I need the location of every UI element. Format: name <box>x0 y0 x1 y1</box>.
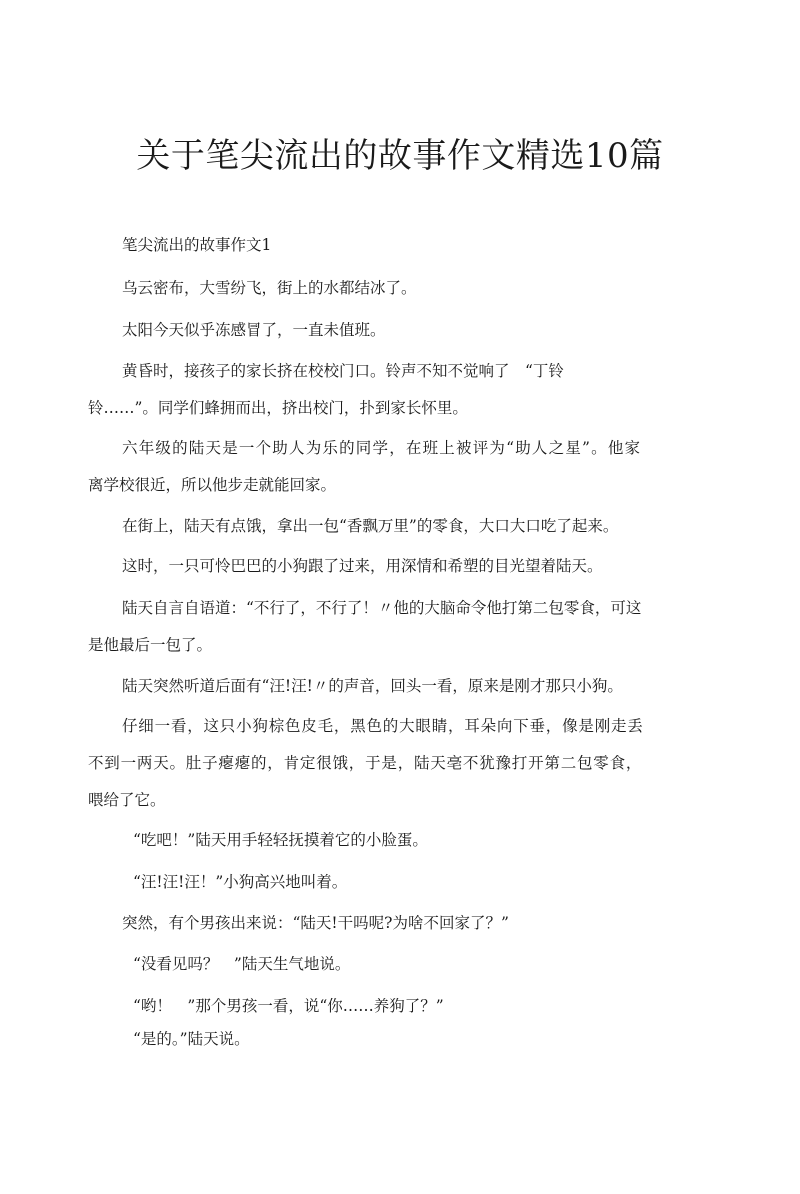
paragraph-heading: 笔尖流出的故事作文1 <box>122 236 272 254</box>
paragraph: 突然，有个男孩出来说：“陆天!干吗呢?为啥不回家了？” <box>122 914 509 932</box>
paragraph-continuation: 喂给了它。 <box>88 791 166 809</box>
paragraph: “是的。”陆天说。 <box>133 1030 250 1048</box>
paragraph: 在街上，陆天有点饿，拿出一包“香飘万里”的零食，大口大口吃了起来。 <box>122 517 619 535</box>
paragraph-continuation: 离学校很近，所以他步走就能回家。 <box>88 476 337 494</box>
paragraph: 仔细一看，这只小狗棕色皮毛，黑色的大眼睛，耳朵向下垂，像是刚走丢 <box>122 717 644 735</box>
paragraph: 陆天突然听道后面有“汪!汪!〃的声音，回头一看，原来是刚才那只小狗。 <box>122 677 623 695</box>
paragraph: 黄昏时，接孩子的家长挤在校校门口。铃声不知不觉响了 “丁铃 <box>122 362 564 380</box>
paragraph: 六年级的陆天是一个助人为乐的同学，在班上被评为“助人之星”。他家 <box>122 439 642 457</box>
paragraph: “吃吧！”陆天用手轻轻抚摸着它的小脸蛋。 <box>133 831 428 849</box>
paragraph: “哟！ ”那个男孩一看，说“你……养狗了？” <box>133 997 444 1015</box>
paragraph: 乌云密布，大雪纷飞，街上的水都结冰了。 <box>122 279 417 297</box>
paragraph: “汪!汪!汪！”小狗高兴地叫着。 <box>133 873 348 891</box>
paragraph-continuation: 是他最后一包了。 <box>88 636 213 654</box>
paragraph: 这时，一只可怜巴巴的小狗跟了过来，用深情和希塑的目光望着陆天。 <box>122 557 603 575</box>
paragraph-continuation: 铃……”。同学们蜂拥而出，挤出校门，扑到家长怀里。 <box>88 399 468 417</box>
document-title: 关于笔尖流出的故事作文精选10篇 <box>136 136 664 176</box>
paragraph-continuation: 不到一两天。肚子瘪瘪的，肯定很饿，于是，陆天亳不犹豫打开第二包零食， <box>88 754 643 772</box>
paragraph: 陆天自言自语道：“不行了，不行了！〃他的大脑命令他打第二包零食，可这 <box>122 599 642 617</box>
paragraph: “没看见吗？ ”陆天生气地说。 <box>133 955 351 973</box>
paragraph: 太阳今天似乎冻感冒了，一直未值班。 <box>122 321 386 339</box>
